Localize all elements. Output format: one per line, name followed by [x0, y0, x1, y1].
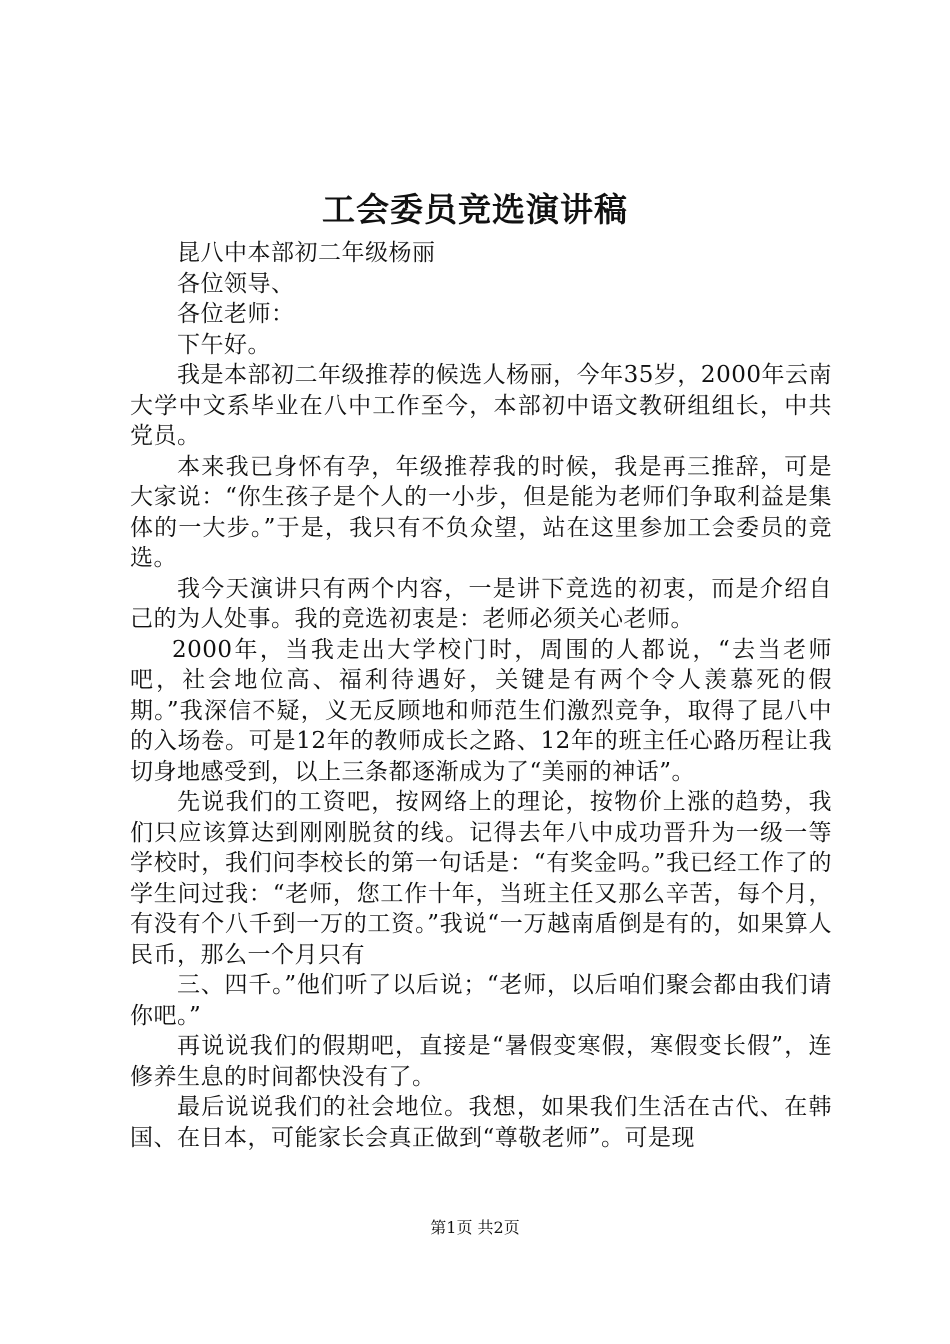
paragraph-social-status: 最后说说我们的社会地位。我想，如果我们生活在古代、在韩国、在日本，可能家长会真正做到“尊敬老师”。可是现: [130, 1094, 832, 1151]
document-body: [130, 238, 832, 1153]
paragraph-salary-continued: 三、四千。”他们听了以后说；“老师，以后咱们聚会都由我们请你吧。”: [130, 972, 832, 1029]
paragraph-background: 2000年，当我走出大学校门时，周围的人都说，“去当老师吧，社会地位高、福利待遇好，关键是有两个令人羡慕死的假期。”我深信不疑，义无反顾地和师范生们激烈竞争，取得了昆八中的入场卷。可是12年的教师成长之路、12年的班主任心路历程让我切身地感受到，以上三条都逐渐成为了“美丽的神话”。: [130, 636, 832, 785]
page-footer: 第1页 共2页: [430, 1218, 520, 1237]
paragraph-salary: 先说我们的工资吧，按网络上的理论，按物价上涨的趋势，我们只应该算达到刚刚脱贫的线。记得去年八中成功晋升为一级一等学校时，我们问李校长的第一句话是：“有奖金吗。”我已经工作了的学生问过我：“老师，您工作十年，当班主任又那么辛苦，每个月，有没有个八千到一万的工资。”我说“一万越南盾倒是有的，如果算人民币，那么一个月只有: [130, 789, 832, 968]
paragraph-outline: 我今天演讲只有两个内容，一是讲下竞选的初衷，而是介绍自己的为人处事。我的竞选初衷是：老师必须关心老师。: [130, 575, 832, 632]
paragraph-holidays: 再说说我们的假期吧，直接是“暑假变寒假，寒假变长假”，连修养生息的时间都快没有了。: [130, 1033, 832, 1090]
paragraph-motivation: 本来我已身怀有孕，年级推荐我的时候，我是再三推辞，可是大家说：“你生孩子是个人的一小步，但是能为老师们争取利益是集体的一大步。”于是，我只有不负众望，站在这里参加工会委员的竞选。: [130, 453, 832, 571]
page-title: 工会委员竞选演讲稿: [322, 190, 628, 229]
salutation-teachers: 各位老师：: [177, 301, 295, 327]
paragraph-introduction: 我是本部初二年级推荐的候选人杨丽，今年35岁，2000年云南大学中文系毕业在八中工作至今，本部初中语文教研组组长，中共党员。: [130, 362, 832, 449]
author-line: 昆八中本部初二年级杨丽: [177, 240, 436, 266]
greeting: 下午好。: [177, 331, 271, 358]
salutation-leaders: 各位领导、: [177, 270, 295, 297]
